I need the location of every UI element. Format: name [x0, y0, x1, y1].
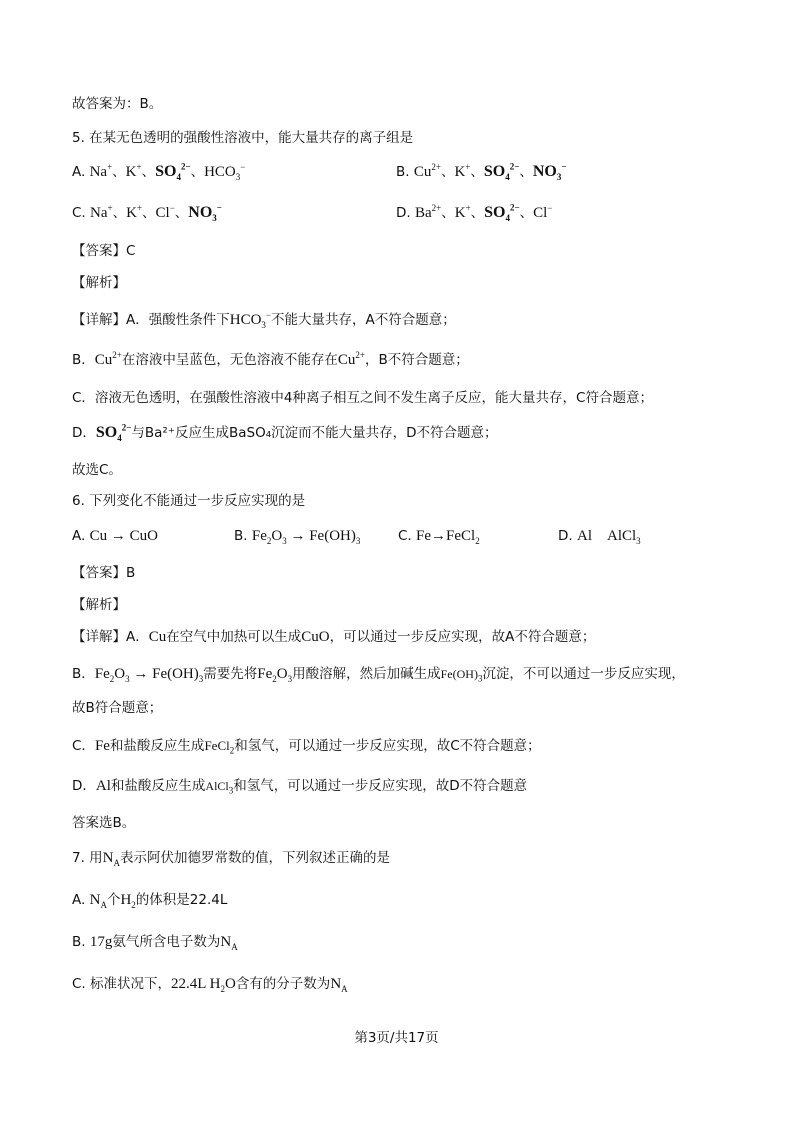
q6-detail-b: B．$Fe_2O_3 \to Fe(OH)_3$需要先将$Fe_2O_3$用酸溶解，然后加碱生成$Fe(OH)_3$沉淀，不可以通过一步反应实现， — [72, 666, 685, 684]
q5-stem: 5. 在某无色透明的强酸性溶液中，能大量共存的离子组是 — [72, 130, 414, 146]
q7-option-c: C. 标准状况下，22.4L $H_2O$含有的分子数为$N_A$ — [72, 976, 348, 994]
q5-detail-c: C．溶液无色透明，在强酸性溶液中4种离子相互之间不发生离子反应，能大量共存，C符合题意； — [72, 390, 653, 406]
q6-detail-d: D．Al和盐酸反应生成AlCl$_3$和氢气，可以通过一步反应实现，故D不符合题意 — [72, 778, 528, 796]
q6-answer: 【答案】B — [72, 565, 136, 581]
q5-conclusion: 故选C。 — [72, 462, 122, 478]
q6-detail-a: 【详解】A．Cu在空气中加热可以生成CuO，可以通过一步反应实现，故A不符合题意； — [72, 629, 596, 645]
q5-answer: 【答案】C — [72, 243, 136, 259]
q7-option-b: B. 17g氨气所含电子数为$N_A$ — [72, 934, 238, 952]
q7-stem: 7. 用$N_A$表示阿伏加德罗常数的值，下列叙述正确的是 — [72, 850, 391, 868]
q6-option-c: C. Fe→FeCl$_2$ — [398, 528, 480, 546]
q6-conclusion: 答案选B。 — [72, 815, 136, 831]
q5-detail-a: 【详解】A．强酸性条件下$HCO_3^-$不能大量共存，A不符合题意； — [72, 310, 456, 330]
q5-detail-b: B．$Cu^{2+}$在溶液中呈蓝色，无色溶液不能存在$Cu^{2+}$，B不符合题意； — [72, 350, 469, 368]
q5-option-b: B. $Cu^{2+}$、K+、$SO_4^{2-}$、$NO_3^-$ — [396, 161, 567, 183]
q5-analysis-heading: 【解析】 — [72, 275, 126, 291]
answer-line-prev: 故答案为：B。 — [72, 96, 163, 112]
q6-detail-b-cont: 故B符合题意； — [72, 700, 163, 716]
q6-analysis-heading: 【解析】 — [72, 597, 126, 613]
q6-stem: 6. 下列变化不能通过一步反应实现的是 — [72, 493, 306, 509]
q5-detail-d: D．$SO_4^{2-}$与Ba²⁺反应生成BaSO₄沉淀而不能大量共存，D不符合题意； — [72, 422, 498, 444]
q6-option-a: A. Cu → CuO — [72, 528, 158, 544]
q6-detail-c: C．Fe和盐酸反应生成FeCl$_2$和氢气，可以通过一步反应实现，故C不符合题意； — [72, 738, 541, 756]
q7-option-a: A. $N_A$个$H_2$的体积是22.4L — [72, 892, 228, 910]
q5-option-c: C. Na+、K+、Cl−、$NO_3^-$ — [72, 202, 222, 224]
q6-option-d: D. Al AlCl$_3$ — [558, 528, 641, 546]
page-footer: 第3页/共17页 — [354, 1030, 439, 1046]
q5-option-d: D. $Ba^{2+}$、K+、$SO_4^{2-}$、Cl− — [396, 202, 553, 224]
q6-option-b: B. $Fe_2O_3 \to Fe(OH)_3$ — [234, 528, 361, 546]
q5-option-a: A. Na+、K+、$SO_4^{2-}$、$HCO_3^-$ — [72, 161, 246, 183]
